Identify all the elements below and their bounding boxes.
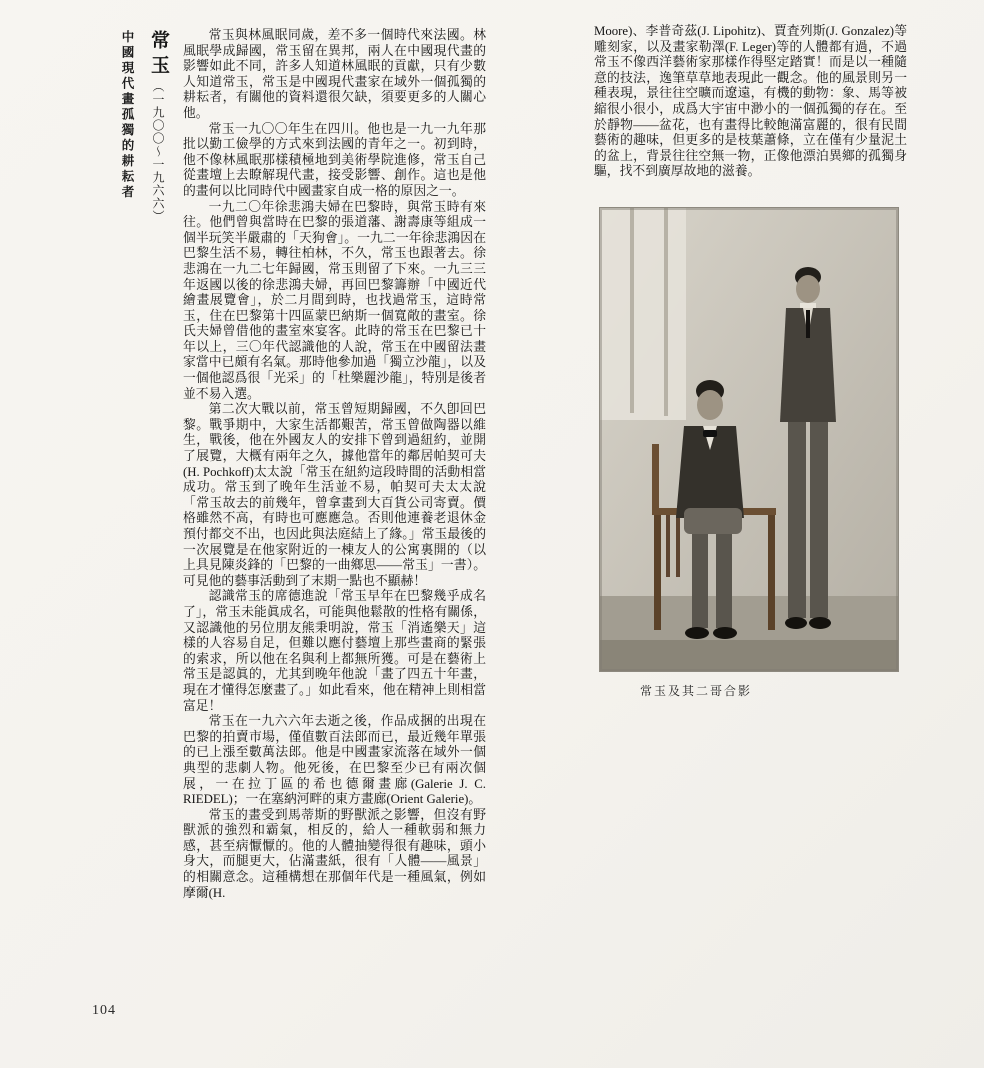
article-title-vertical [118, 30, 172, 500]
studio-floor [600, 596, 898, 671]
portrait-photo [600, 208, 898, 671]
portrait-photo-figure [600, 208, 898, 700]
window-light [600, 208, 686, 420]
right-text-column [594, 24, 907, 700]
paragraph: 常玉一九〇〇年生在四川。他也是一九一九年那批以勤工儉學的方式來到法國的青年之一。初到時，他不像林風眠那樣積極地到美術學院進修，常玉自己從畫壇上去瞭解現代畫，接受影響、創作。這也是他的畫何以比同時代中國畫家自成一格的原因之一。 [183, 121, 486, 198]
title-main-line [145, 30, 172, 500]
photo-caption: 常玉及其二哥合影 [640, 683, 753, 698]
paragraph-continuation: Moore)、李普奇茲(J. Lipohitz)、賈査列斯(J. Gonzalez)等雕刻家，以及畫家勒澤(F. Leger)等的人體都有過，不過常玉不像西洋藝術家那樣作得堅定踏實！而是以一種隨意的技法，逸筆草草地表現此一觀念。他的風景則另一種表現，景往往空曠而遼遠，有機的動物：象、馬等被縮很小很小，成爲大宇宙中渺小的一個孤獨的存在。至於靜物——盆花，也有畫得比較飽滿富麗的，很有民間藝術的趣味，但更多的是枝葉蕭條，立在僅有少量泥土的盆上，背景往往空無一物，正像他漂泊異鄉的孤獨身驅，找不到廣厚故地的滋養。 [594, 24, 907, 179]
article-subtitle: 中國現代畫孤獨的耕耘者 [120, 30, 134, 201]
paragraph: 認識常玉的席德進說「常玉早年在巴黎幾乎成名了」，常玉未能眞成名，可能與他鬆散的性格有關係，又認識他的另位朋友熊秉明說，常玉「消遙樂天」這樣的人容易自足，但難以應付藝壇上那些畫商的緊張的索求，所以他在名與利上都無所獲。可是在藝術上常玉是認眞的，尤其到晚年他說「畫了四五十年畫，現在才懂得怎麼畫了。」如此看來，他在精神上則相當富足！ [183, 589, 486, 713]
page-number: 104 [92, 1003, 116, 1018]
paragraph: 一九二〇年徐悲鴻夫婦在巴黎時，與常玉時有來往。他們曾與當時在巴黎的張道藩、謝壽康等組成一個半玩笑半嚴肅的「天狗會」。一九二一年徐悲鴻因在巴黎生活不易，轉往柏林，不久，常玉也跟著去。徐悲鴻在一九二七年歸國，常玉則留了下來。一九三三年返國以後的徐悲鴻夫婦，再回巴黎籌辦「中國近代繪畫展覽會」，於二月間到時，也找過常玉，這時常玉，住在巴黎第十四區蒙巴納斯一個寬敞的畫室。徐氏夫婦曾借他的畫室來宴客。此時的常玉在巴黎已十年以上，三〇年代認識他的人說，常玉在中國留法畫家當中已頗有名氣。那時他參加過「獨立沙龍」，以及一個他認爲很「光采」的「杜樂麗沙龍」，特別是後者並不易入選。 [183, 199, 486, 401]
left-text-column [183, 28, 486, 901]
paragraph: 常玉在一九六六年去逝之後，作品成捆的出現在巴黎的拍賣市場，僅值數百法郎而已，最近幾年單張的已上漲至數萬法郎。他是中國畫家流落在域外一個典型的悲劇人物。他死後，在巴黎至少已有兩次個展，一在拉丁區的希也德爾畫廊(Galerie J. C. RIEDEL)；一在塞納河畔的東方畫廊(Orient Galerie)。 [183, 714, 486, 807]
artist-name: 常玉 [148, 30, 169, 80]
paragraph: 常玉的畫受到馬蒂斯的野獸派之影響，但沒有野獸派的強烈和霸氣，相反的，給人一種軟弱和無力感，甚至病懨懨的。他的人體抽變得很有趣味，頭小身大，而腿更大，佔滿畫紙，很有「人體——風景」的相關意念。這種構想在那個年代是一種風氣，例如摩爾(H. [183, 807, 486, 900]
artist-years: （一九〇〇～一九六六） [151, 80, 165, 223]
paragraph: 第二次大戰以前，常玉曾短期歸國，不久卽回巴黎。戰爭期中，大家生活都艱苦，常玉曾做陶器以維生，戰後，他在外國友人的安排下曾到過紐約，並開了展覽，大概有兩年之久，據他當年的鄰居帕契可夫(H. Pochkoff)太太說「常玉在紐約這段時間的活動相當成功。常玉到了晚年生活並不易，帕契可夫太太說「常玉故去的前幾年，曾拿畫到大百貨公司寄賣。價格雖然不高，有時也可應應急。否則他連養老退休金預付都交不出，也因此與法庭結上了緣。」常玉最後的一次展覽是在他家附近的一棟友人的公寓裏開的（以上具見陳炎鋒的「巴黎的一曲鄉思——常玉」一書）。可見他的藝事活動到了末期一點也不顯赫！ [183, 402, 486, 588]
paragraph: 常玉與林風眠同歲，差不多一個時代來法國。林風眠學成歸國，常玉留在異邦，兩人在中國現代畫的影響如此不同，許多人知道林風眠的貢獻，只有少數人知道常玉，常玉是中國現代畫家在域外一個孤獨的耕耘者，有關他的資料還很欠缺，須要更多的人關心他。 [183, 28, 486, 120]
